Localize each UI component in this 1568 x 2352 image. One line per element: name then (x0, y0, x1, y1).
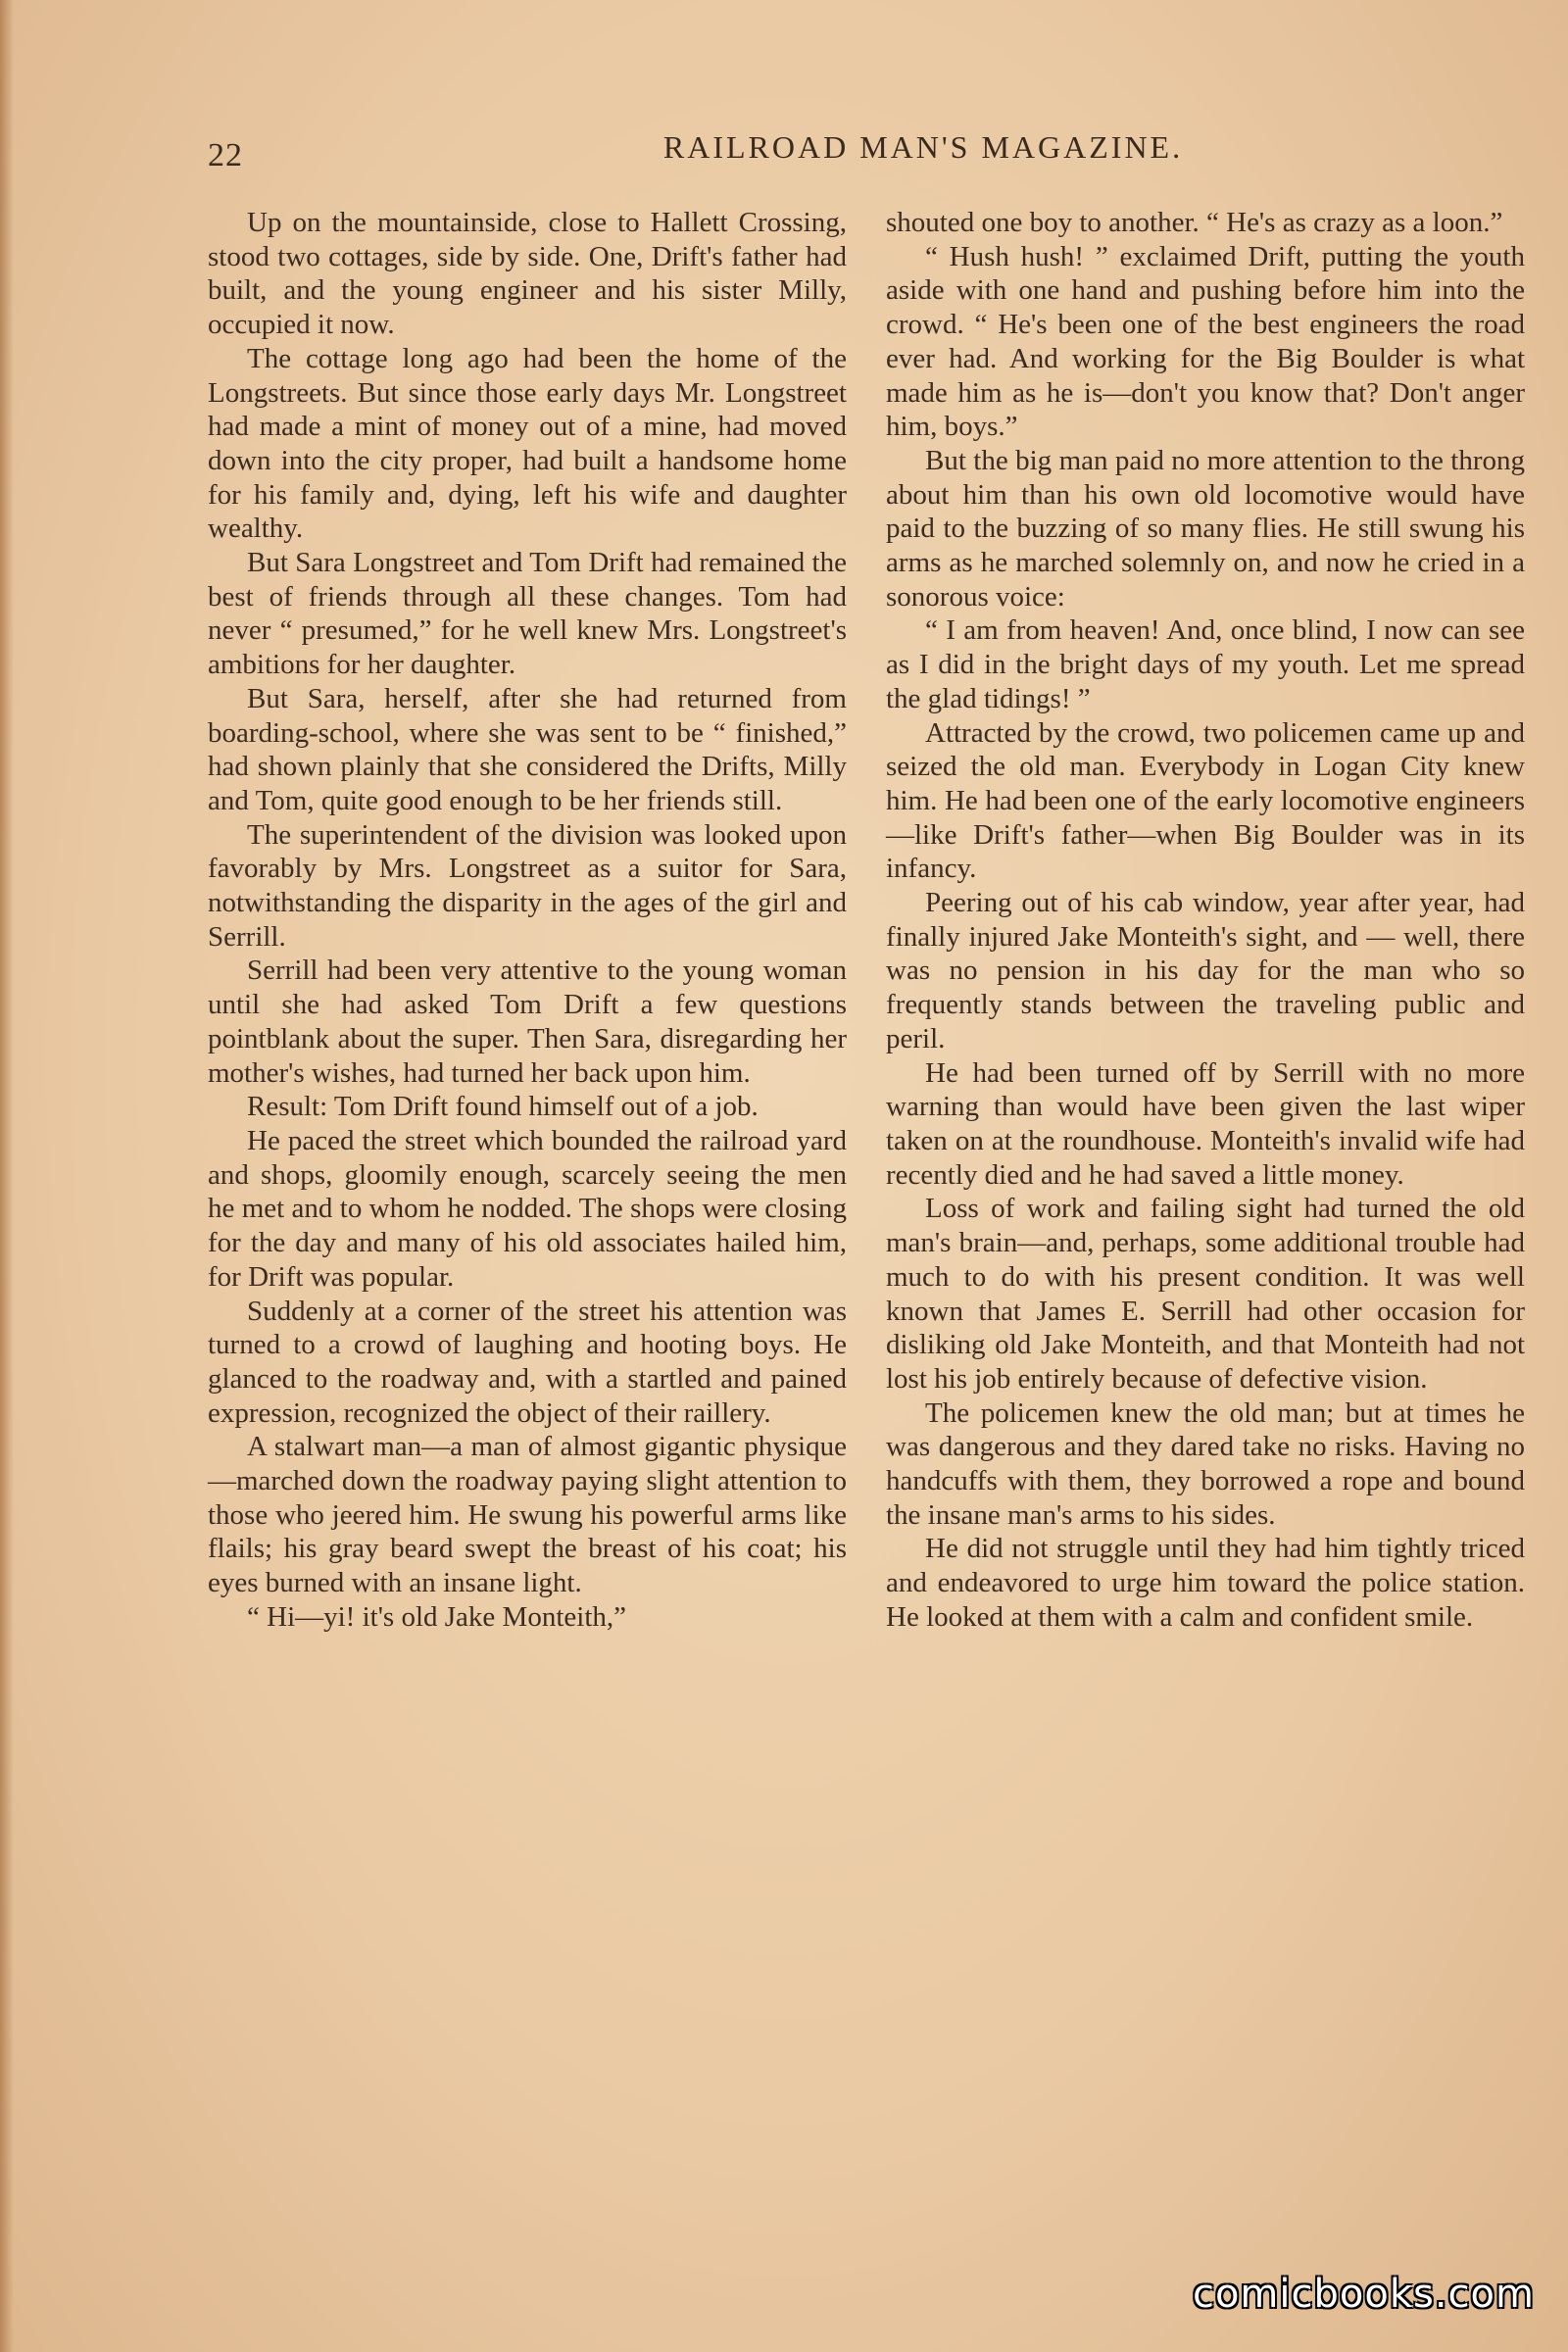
page-edge-shadow (0, 0, 14, 2352)
paragraph: But the big man paid no more attention to the throng about him than his own old locomotive would have paid to the buzzing of so many flies. He still swung his arms as he marched solemnly on, and now he cried in a sonorous voice: (886, 444, 1525, 612)
running-title: RAILROAD MAN'S MAGAZINE. (662, 129, 1184, 165)
paragraph: Attracted by the crowd, two policemen came up and seized the old man. Everybody in Logan City knew him. He had been one of the early locomotive engineers—like Drift's father—when Big Boulder was in its infancy. (886, 716, 1525, 885)
paragraph: But Sara, herself, after she had returned from boarding-school, where she was sent to be “ finished,” had shown plainly that she considered the Drifts, Milly and Tom, quite good enough to be her friends still. (208, 682, 847, 816)
paragraph: He did not struggle until they had him tightly triced and endeavored to urge him toward the police station. He looked at them with a calm and confident smile. (886, 1533, 1525, 1633)
paragraph: The superintendent of the division was looked upon favorably by Mrs. Longstreet as a suitor for Sara, notwithstanding the disparity in the ages of the girl and Serrill. (208, 818, 847, 953)
paragraph: A stalwart man—a man of almost gigantic physique—marched down the roadway paying slight attention to those who jeered him. He swung his powerful arms like flails; his gray beard swept the breast of his coat; his eyes burned with an insane light. (208, 1431, 847, 1599)
paragraph: Serrill had been very attentive to the young woman until she had asked Tom Drift a few questions pointblank about the super. Then Sara, disregarding her mother's wishes, had turned her back upon him. (208, 955, 847, 1089)
paragraph-continued: shouted one boy to another. “ He's as crazy as a loon.” (886, 207, 1503, 238)
page-header (208, 129, 1521, 188)
page-number: 22 (208, 137, 243, 173)
paragraph: The cottage long ago had been the home of the Longstreets. But since those early days Mr. Longstreet had made a mint of money out of a mine, had moved down into the city proper, had built a handsome home for his family and, dying, left his wife and daughter wealthy. (208, 342, 847, 545)
paragraph: He paced the street which bounded the railroad yard and shops, gloomily enough, scarcely seeing the men he met and to whom he nodded. The shops were closing for the day and many of his old associates hailed him, for Drift was popular. (208, 1124, 847, 1293)
paragraph: “ Hush hush! ” exclaimed Drift, putting the youth aside with one hand and pushing before him into the crowd. “ He's been one of the best engineers the road ever had. And working for the Big Boulder is what made him as he is—don't you know that? Don't anger him, boys.” (886, 240, 1525, 443)
paragraph: “ Hi—yi! it's old Jake Monteith,” (247, 1600, 626, 1633)
paragraph: But Sara Longstreet and Tom Drift had remained the best of friends through all these changes. Tom had never “ presumed,” for he well knew Mrs. Longstreet's ambitions for her daughter. (208, 547, 847, 681)
text-column-left (208, 206, 847, 1635)
paragraph: The policemen knew the old man; but at times he was dangerous and they dared take no risks. Having no handcuffs with them, they borrowed a rope and bound the insane man's arms to his sides. (886, 1396, 1525, 1531)
paragraph: “ I am from heaven! And, once blind, I now can see as I did in the bright days of my youth. Let me spread the glad tidings! ” (886, 614, 1525, 714)
paragraph: He had been turned off by Serrill with no more warning than would have been given the last wiper taken on at the roundhouse. Monteith's invalid wife had recently died and he had saved a little money. (886, 1056, 1525, 1191)
text-column-right (886, 206, 1525, 1635)
paragraph: Suddenly at a corner of the street his attention was turned to a crowd of laughing and hooting boys. He glanced to the roadway and, with a startled and pained expression, recognized the object of their raillery. (208, 1295, 847, 1429)
paragraph: Peering out of his cab window, year after year, had finally injured Jake Monteith's sight, and — well, there was no pension in his day for the man who so frequently stands between the traveling public and peril. (886, 887, 1525, 1054)
watermark-text: comicbooks.com (1192, 2272, 1535, 2317)
paragraph: Up on the mountainside, close to Hallett Crossing, stood two cottages, side by side. One, Drift's father had built, and the young engineer and his sister Milly, occupied it now. (208, 207, 847, 341)
paragraph: Result: Tom Drift found himself out of a job. (247, 1091, 759, 1123)
paragraph: Loss of work and failing sight had turned the old man's brain—and, perhaps, some additional trouble had much to do with his present condition. It was well known that James E. Serrill had other occasion for disliking old Jake Monteith, and that Monteith had not lost his job entirely because of defective vision. (886, 1193, 1525, 1395)
